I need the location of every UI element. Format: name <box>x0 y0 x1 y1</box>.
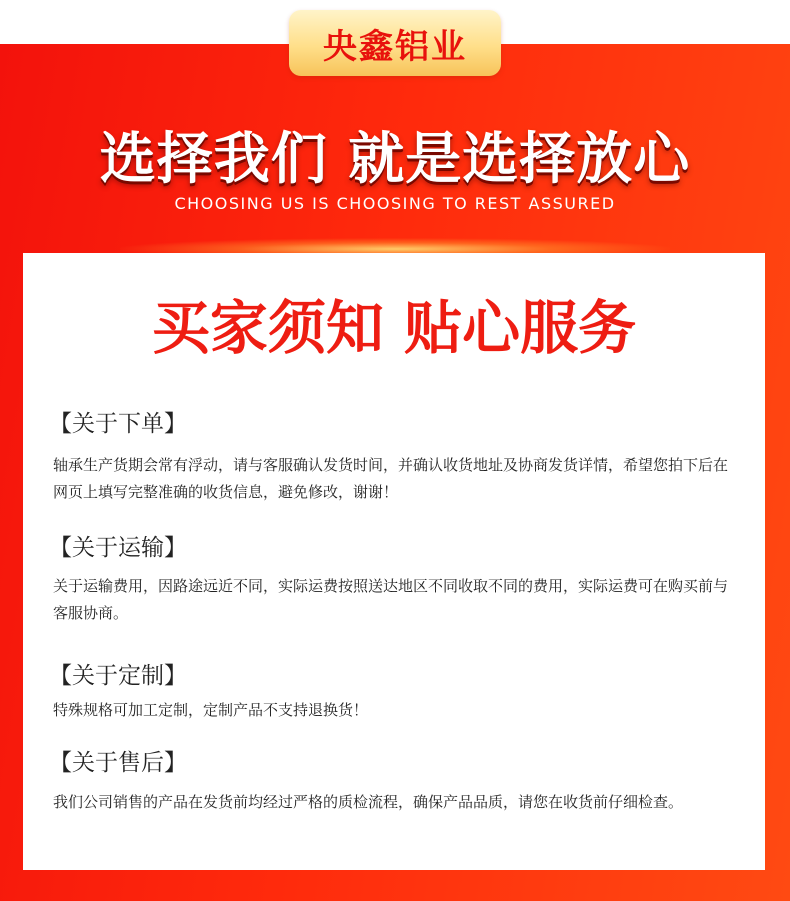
notice-card <box>23 253 765 870</box>
brand-name: 央鑫铝业 <box>323 26 467 67</box>
hero-subline: CHOOSING US IS CHOOSING TO REST ASSURED <box>174 194 616 213</box>
section-heading-custom: 【关于定制】 <box>49 663 187 689</box>
section-body-shipping: 关于运输费用，因路途远近不同，实际运费按照送达地区不同收取不同的费用，实际运费可在购买前与客服协商。 <box>53 577 729 622</box>
section-body-custom: 特殊规格可加工定制，定制产品不支持退换货！ <box>53 701 369 719</box>
section-body-aftersales: 我们公司销售的产品在发货前均经过严格的质检流程，确保产品品质，请您在收货前仔细检查。 <box>53 793 684 811</box>
section-body-order: 轴承生产货期会常有浮动，请与客服确认发货时间，并确认收货地址及协商发货详情，希望您拍下后在网页上填写完整准确的收货信息，避免修改，谢谢！ <box>53 456 729 501</box>
brand-badge <box>289 10 501 76</box>
section-heading-aftersales: 【关于售后】 <box>49 750 187 776</box>
notice-title: 买家须知 贴心服务 <box>151 294 637 362</box>
section-heading-shipping: 【关于运输】 <box>49 535 187 561</box>
section-heading-order: 【关于下单】 <box>49 411 187 437</box>
hero-headline: 选择我们 就是选择放心 <box>99 127 691 192</box>
